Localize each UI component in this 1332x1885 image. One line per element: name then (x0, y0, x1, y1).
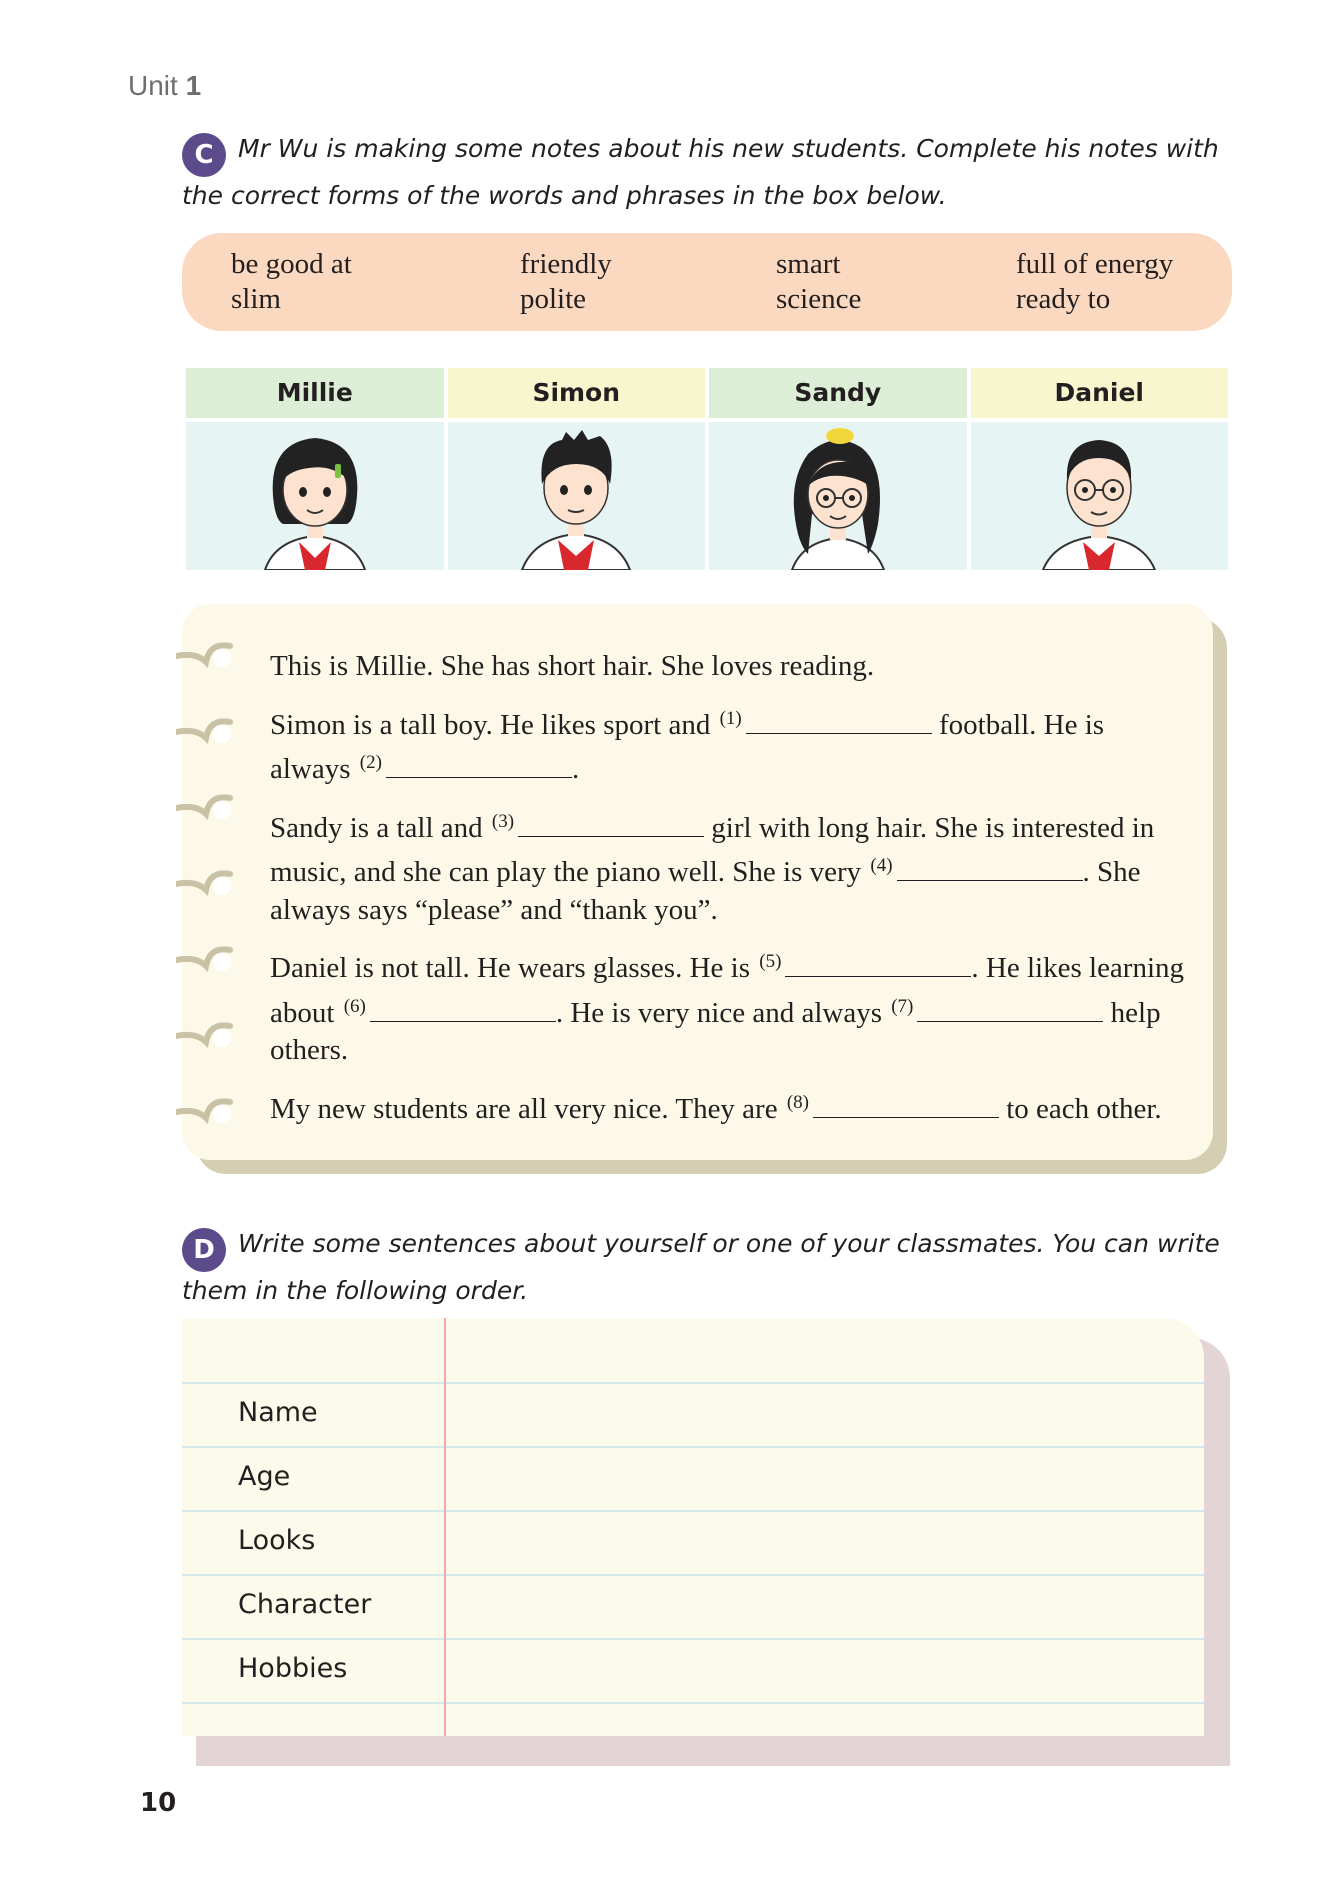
ring-binder-icon (176, 710, 238, 750)
word-column-1 (231, 247, 352, 317)
writing-paper (182, 1318, 1230, 1766)
word-box (182, 233, 1232, 331)
row-label-character: Character (238, 1589, 372, 1620)
student-name: Millie (186, 368, 444, 418)
word-item: full of energy (1016, 248, 1174, 280)
millie-portrait (186, 422, 444, 570)
word-item: science (776, 283, 862, 315)
blank-number: (6) (343, 995, 366, 1017)
student-table (186, 368, 1228, 570)
word-item: ready to (1016, 283, 1111, 315)
sandy-portrait (709, 422, 967, 570)
student-name: Simon (448, 368, 706, 418)
girl-short-hair-icon (255, 424, 375, 570)
page-number: 10 (140, 1788, 177, 1818)
blank-number: (2) (359, 752, 382, 773)
girl-ponytail-glasses-icon (778, 424, 898, 570)
word-item: polite (520, 283, 587, 315)
blank-number: (8) (786, 1091, 809, 1113)
notes-text (270, 648, 1190, 1142)
note-millie: This is Millie. She has short hair. She loves reading. (270, 650, 875, 682)
word-column-3 (776, 247, 861, 317)
blank-number: (5) (759, 951, 782, 972)
answer-blank-1[interactable] (746, 710, 932, 734)
row-label-name: Name (238, 1397, 318, 1428)
unit-number: 1 (185, 70, 202, 101)
blank-number: (4) (870, 855, 893, 876)
margin-line (444, 1318, 446, 1736)
writing-area[interactable] (182, 1318, 1204, 1736)
daniel-portrait (971, 422, 1229, 570)
word-column-4 (1016, 247, 1173, 317)
ring-binder-icon (176, 1014, 238, 1054)
unit-word: Unit (128, 70, 178, 101)
answer-blank-5[interactable] (785, 953, 971, 977)
blank-number: (3) (491, 810, 515, 832)
boy-glasses-icon (1039, 424, 1159, 570)
answer-blank-4[interactable] (897, 857, 1083, 881)
boy-spiky-hair-icon (516, 424, 636, 570)
word-item: smart (776, 248, 841, 280)
section-c-instruction (182, 130, 1242, 215)
answer-blank-3[interactable] (518, 813, 704, 837)
blank-number: (7) (891, 995, 914, 1017)
section-d-text: Write some sentences about yourself or one of your classmates. You can write them in the following order. (182, 1229, 1220, 1305)
ring-binder-icon (176, 786, 238, 826)
note-simon: Simon is a tall boy. He likes sport and $^{(1)}$ football. He is always $^{(2)}$ . (270, 707, 1105, 785)
unit-label (128, 70, 201, 102)
student-daniel (971, 368, 1229, 570)
note-sandy: Sandy is a tall and $^{(3)}$ girl with long hair. She is interested in music, and she can play the piano well. She is very $^{(4)}$ . She always says “please” and “thank you”. (270, 810, 1155, 926)
ring-binder-icon (176, 1090, 238, 1130)
note-class: My new students are all very nice. They are $^{(8)}$ to each other. (270, 1091, 1162, 1125)
ring-binder-icon (176, 938, 238, 978)
section-d-badge: D (182, 1228, 226, 1272)
ring-binder-icon (176, 634, 238, 674)
word-item: be good at (231, 248, 352, 280)
answer-blank-6[interactable] (370, 998, 556, 1022)
student-millie (186, 368, 444, 570)
blank-number: (1) (719, 707, 742, 729)
section-c-text: Mr Wu is making some notes about his new students. Complete his notes with the correct forms of the words and phrases in the box below. (182, 134, 1219, 210)
student-simon (448, 368, 706, 570)
row-label-hobbies: Hobbies (238, 1653, 348, 1684)
student-sandy (709, 368, 967, 570)
ring-binder-icon (176, 862, 238, 902)
student-name: Sandy (709, 368, 967, 418)
section-d-instruction (182, 1225, 1242, 1310)
note-daniel: Daniel is not tall. He wears glasses. He is $^{(5)}$ . He likes learning about $^{(6)}$ . He is very nice and always $^{(7)}$ help others. (270, 951, 1185, 1066)
simon-portrait (448, 422, 706, 570)
teacher-notebook (182, 604, 1227, 1174)
row-label-age: Age (238, 1461, 291, 1492)
answer-blank-2[interactable] (386, 754, 572, 778)
word-item: slim (231, 283, 281, 315)
word-item: friendly (520, 248, 612, 280)
row-label-looks: Looks (238, 1525, 316, 1556)
answer-blank-8[interactable] (813, 1094, 999, 1118)
word-column-2 (520, 247, 612, 317)
answer-blank-7[interactable] (917, 998, 1103, 1022)
student-name: Daniel (971, 368, 1229, 418)
section-c-badge: C (182, 133, 226, 177)
